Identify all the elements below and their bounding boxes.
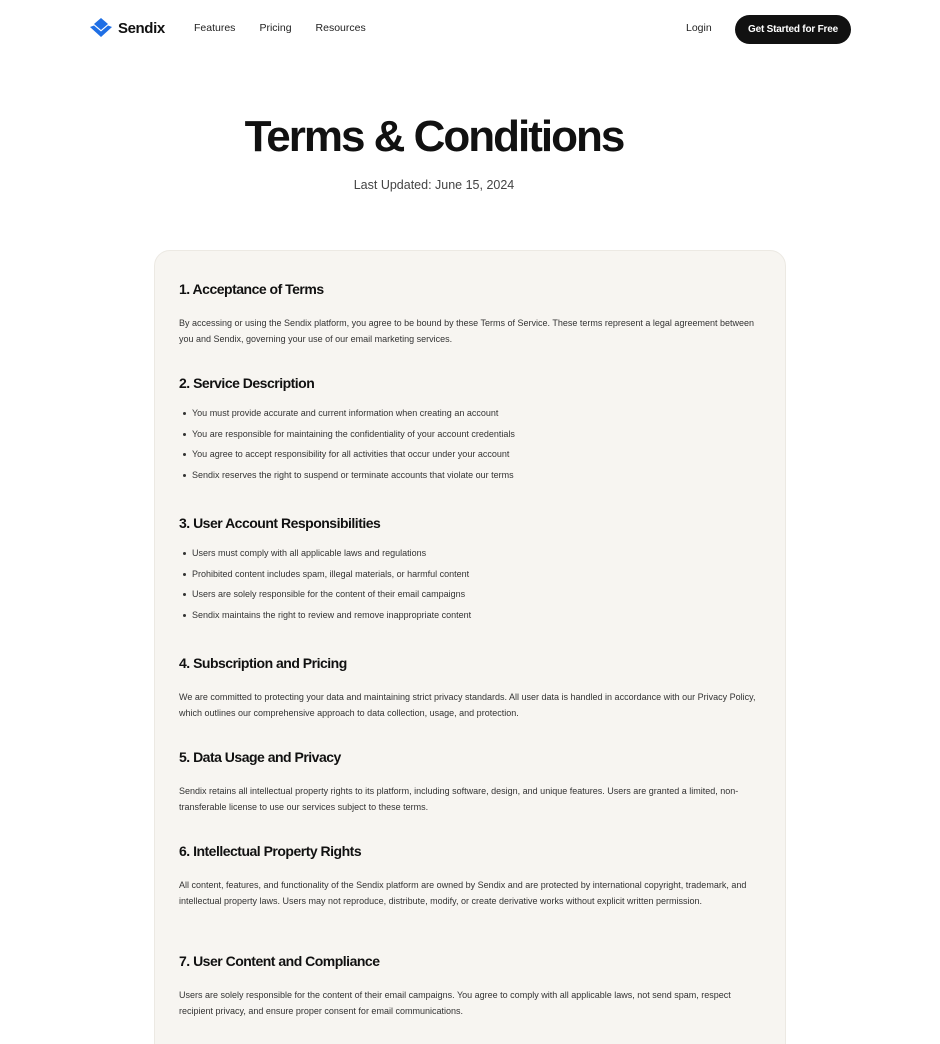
nav-link-pricing[interactable]: Pricing <box>259 22 292 34</box>
login-link[interactable]: Login <box>686 22 712 34</box>
section-text: We are committed to protecting your data and maintaining strict privacy standards. All user data is handled in accordance with our Privacy Policy, which outlines our comprehensive approach to data collection, usage, and protection. <box>179 692 756 718</box>
nav-link-resources[interactable]: Resources <box>315 22 366 34</box>
nav-links <box>194 22 366 34</box>
section-text: Users are solely responsible for the content of their email campaigns. You agree to comply with all applicable laws, not send spam, respect recipient privacy, and ensure proper consent for email communications. <box>179 990 731 1016</box>
page-title: Terms & Conditions <box>244 112 624 161</box>
section-text: All content, features, and functionality of the Sendix platform are owned by Sendix and are protected by international copyright, trademark, and intellectual property laws. Users may not reproduce, distribute, modify, or create derivative works without explicit written permission. <box>179 880 747 906</box>
get-started-button[interactable]: Get Started for Free <box>735 15 851 44</box>
section-text: Sendix retains all intellectual property rights to its platform, including software, design, and unique features. Users are granted a limited, non-transferable license to use our services subject to these terms. <box>179 786 739 812</box>
terms-section <box>179 749 759 815</box>
terms-section <box>179 515 759 629</box>
layered-diamond-icon <box>89 17 113 39</box>
list-item: You must provide accurate and current information when creating an account <box>179 407 759 419</box>
section-heading: 3. User Account Responsibilities <box>179 515 381 531</box>
section-list <box>179 407 759 481</box>
list-item: You are responsible for maintaining the confidentiality of your account credentials <box>179 428 759 440</box>
section-heading: 4. Subscription and Pricing <box>179 655 347 671</box>
section-heading: 1. Acceptance of Terms <box>179 281 324 297</box>
list-item: Prohibited content includes spam, illegal materials, or harmful content <box>179 568 759 580</box>
section-heading: 6. Intellectual Property Rights <box>179 843 362 859</box>
section-heading: 2. Service Description <box>179 375 315 391</box>
terms-section <box>179 375 759 489</box>
terms-section <box>179 953 759 1019</box>
last-updated-text: Last Updated: June 15, 2024 <box>353 178 515 192</box>
section-heading: 5. Data Usage and Privacy <box>179 749 341 765</box>
section-list <box>179 547 759 621</box>
section-text: By accessing or using the Sendix platform, you agree to be bound by these Terms of Service. These terms represent a legal agreement between you and Sendix, governing your use of our email marketing services. <box>179 318 754 344</box>
list-item: Users must comply with all applicable laws and regulations <box>179 547 759 559</box>
list-item: Sendix maintains the right to review and remove inappropriate content <box>179 609 759 621</box>
list-item: Sendix reserves the right to suspend or terminate accounts that violate our terms <box>179 469 759 481</box>
list-item: Users are solely responsible for the content of their email campaigns <box>179 588 759 600</box>
terms-section <box>179 843 759 909</box>
brand-name: Sendix <box>118 19 165 37</box>
terms-section <box>179 281 759 347</box>
nav-link-features[interactable]: Features <box>194 22 236 34</box>
top-navigation <box>0 0 940 58</box>
terms-section <box>179 655 759 721</box>
section-heading: 7. User Content and Compliance <box>179 953 380 969</box>
brand-logo[interactable] <box>89 17 165 39</box>
list-item: You agree to accept responsibility for all activities that occur under your account <box>179 448 759 460</box>
terms-card <box>154 250 786 1044</box>
